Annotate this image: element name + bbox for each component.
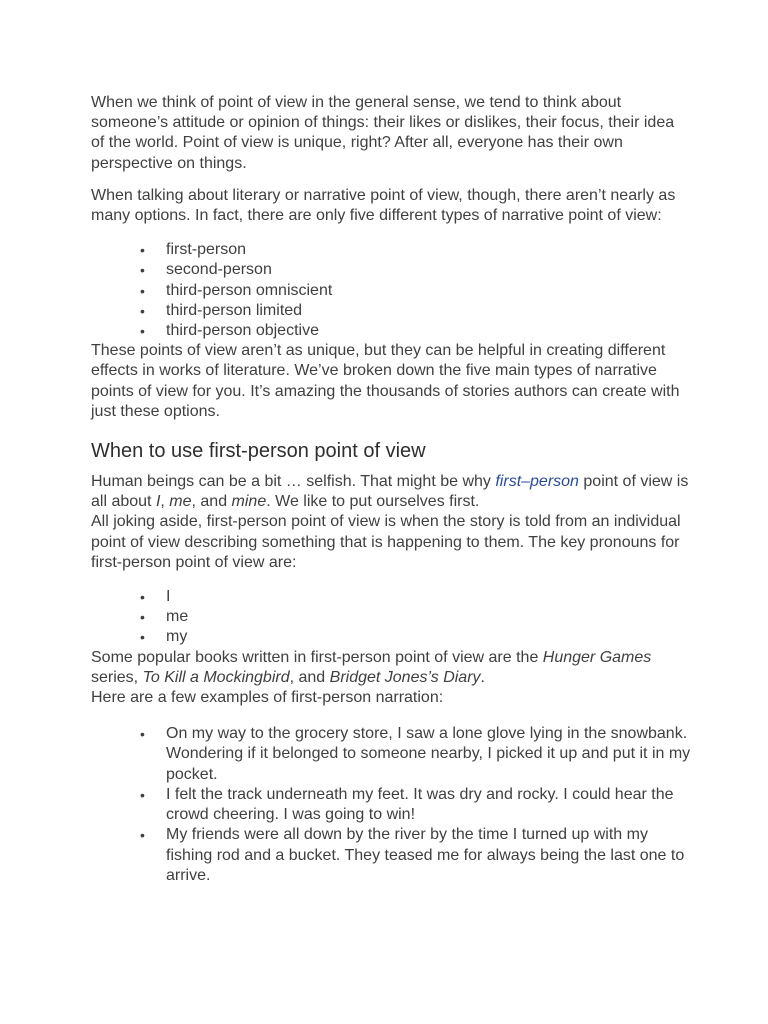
list-item: • On my way to the grocery store, I saw a lone glove lying in the snowbank. Wondering if it belonged to someone nearby, I picked it up and put it in my pocket.: [91, 724, 691, 785]
italic-text: me: [169, 493, 192, 511]
text-run: , and: [191, 493, 232, 511]
first-person-link[interactable]: first–person: [495, 473, 579, 491]
text-run: Some popular books written in first-person point of view are the: [91, 648, 543, 666]
italic-text: I: [155, 493, 161, 511]
document-page: [91, 93, 691, 886]
intro-paragraph-2: When talking about literary or narrative point of view, though, there aren’t nearly as many options. In fact, there are only five different types of narrative point of view:: [91, 186, 676, 225]
pov-types-list: [91, 240, 691, 341]
list-item: • My friends were all down by the river by the time I turned up with my fishing rod and a bucket. They teased me for always being the last one to arrive.: [91, 825, 691, 886]
book-title: To Kill a Mockingbird: [142, 668, 290, 686]
text-run: . We like to put ourselves first.: [266, 493, 480, 511]
text-run: , and: [289, 668, 330, 686]
examples-list: [91, 724, 691, 886]
list-item: • second-person: [91, 260, 691, 280]
list-item: • first-person: [91, 240, 691, 260]
first-person-paragraph-1: [91, 472, 691, 512]
text-run: Human beings can be a bit … selfish. That might be why: [91, 473, 496, 491]
text-run: .: [480, 668, 485, 686]
list-item: • third-person limited: [91, 301, 691, 321]
first-person-paragraph-3: [91, 648, 691, 688]
italic-text: mine: [231, 493, 267, 511]
intro-paragraph-3: These points of view aren’t as unique, but they can be helpful in creating different effects in works of literature. We’ve broken down the five main types of narrative points of view for you. It’s amazing the thousands of stories authors can create with just these options.: [91, 342, 680, 420]
list-item: • me: [91, 607, 691, 627]
first-person-paragraph-4: Here are a few examples of first-person narration:: [91, 689, 444, 707]
book-title: Bridget Jones’s Diary: [329, 668, 481, 686]
section-heading: When to use first-person point of view: [91, 440, 426, 463]
first-person-paragraph-2: All joking aside, first-person point of view is when the story is told from an individual point of view describing something that is happening to them. The key pronouns for first-person point of view are:: [91, 513, 681, 571]
list-item: • my: [91, 627, 691, 647]
list-item: • I: [91, 587, 691, 607]
text-run: ,: [160, 493, 170, 511]
list-item: • I felt the track underneath my feet. It was dry and rocky. I could hear the crowd cheering. I was going to win!: [91, 785, 691, 825]
pronouns-list: [91, 587, 691, 648]
book-title: Hunger Games: [542, 648, 652, 666]
list-item: • third-person omniscient: [91, 281, 691, 301]
text-run: point of view is all about: [91, 473, 689, 511]
text-run: series,: [91, 668, 143, 686]
list-item: • third-person objective: [91, 321, 691, 341]
intro-paragraph-1: When we think of point of view in the general sense, we tend to think about someone’s attitude or opinion of things: their likes or dislikes, their focus, their idea of the world. Point of view is unique, right? After all, everyone has their own perspective on things.: [91, 94, 675, 172]
